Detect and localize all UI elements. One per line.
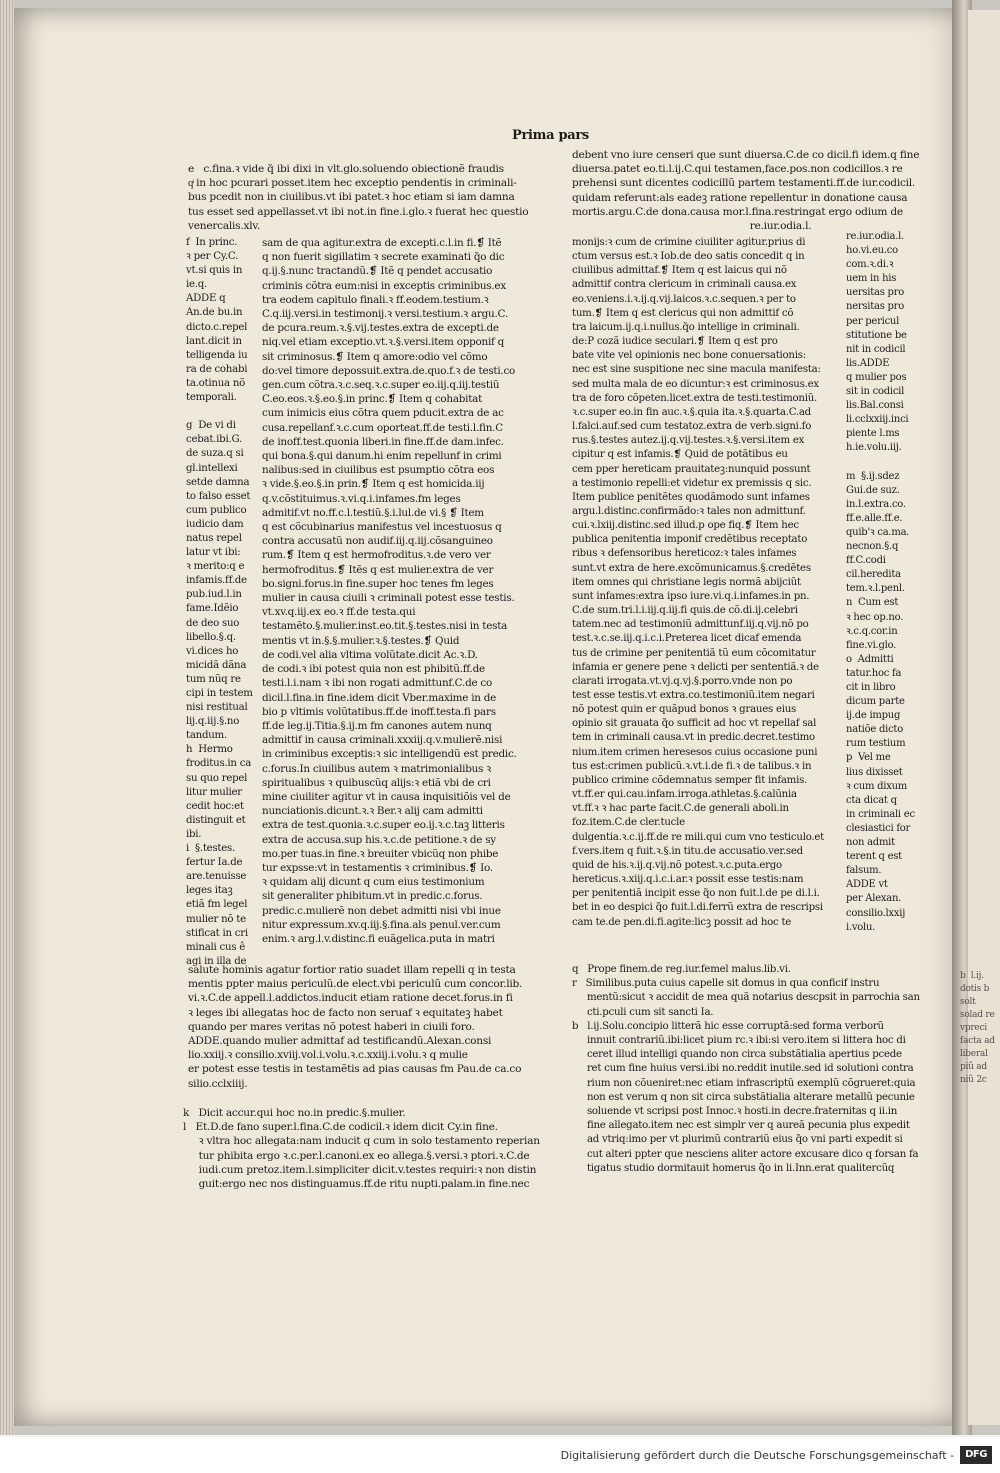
right-margin-notes: re.iur.odia.l. ho.vi.eu.co com.ꝛ.di.ꝛ uem in his uersitas pro nersitas pro per pericul stitutione be nit in codicil lis.ADDE q mulier pos sit in codicil lis.Bal.consi li.cclxxiij.inci piente l.ms h.ie.volu.iij. m §.ij.sdez Gui.de suz. in.l.extra.co. ff.e.alle.ff.e. quib'ꝛ ca.ma. necnon.§.q ff.C.codi cil.heredita tem.ꝛ.l.penl. n Cum est ꝛ hec op.no. ꝛ.c.q.cor.in fine.vi.glo. o Admitti tatur.hoc fa cit in libro dicum parte ij.de impug natiõe dicto rum testium p Vel me lius dixisset ꝛ cum dixum cta dicat q in criminali ec clesiastici for non admit terent q est falsum. ADDE vt per Alexan. consilio.lxxij i.volu. xyxy=(846,231,915,933)
left-full-block: salute hominis agatur fortior ratio suadet illam repelli q in testa mentis ppter maius periculũ.de elect.vbi periculũ cum concor.lib. vi.ꝛ.C.de appell.l.addictos.inducit etiam ratione decet.forus.in fi ꝛ leges ibi allegatas hoc de facto non seruaf ꝛ equitateꝫ habet quando per mares veritas nõ potest haberi in ciuili foro. ADDE.quando mulier admittaf ad testificandũ.Alexan.consi lio.xxiij.ꝛ consilio.xviij.vol.i.volu.ꝛ.c.xxiij.i.volu.ꝛ q mulie er potest esse testis in testamẽtis ad pias causas fm Pau.de ca.co silio.cclxiiij. xyxy=(188,964,523,1090)
page-edges xyxy=(0,0,14,1435)
running-head: Prima pars xyxy=(512,128,589,143)
right-footnotes: q Prope finem.de reg.iur.femel malus.lib.vi. r Similibus.puta cuius capelle sit domus in qua conficif instru mentũ:sicut ꝛ accidit de mea quã notarius descpsit in parrochia san cti.pculi cum sit sancti Ia. b l.ij.Solu.concipio litterã hic esse corruptã:sed forma verborũ innuit contrariũ.ibi:licet pium rc.ꝛ ibi:si vero.item si littera hoc di ceret illud intelligi quando non circa substãtialia apertius pcede ret cum fine huius versi.ibi no.reddit inutile.sed id solutioni contra rium non cõueniret:nec etiam infrascriptũ exemplũ cõgrueret:quia non est verum q non sit circa substãtialia alterare metallũ pecunie soluende vt scripsi post Innoc.ꝛ hosti.in decre.fraternitas q ii.in fine allegato.item nec est simplr ver q aureã pecunia plus expedit ad vtriq:imo per vt plurimũ contrariũ eius q̃o vni parti expedit si cut alteri ppter que nesciens aliter actore excusare dico q forsan fa tigatus studio dormitauit homerus q̃o in li.Inn.erat qualitercũq xyxy=(572,964,920,1174)
top-left-block: e c.fina.ꝛ vide q̃ ibi dixi in vlt.glo.soluendo obiectionẽ fraudis qͥ in hoc pcurari posset.item hec exceptio pendentis in criminali- bus pcedit non in ciuilibus.vt ibi patet.ꝛ hoc etiam si iam damna tus esset sed appellasset.vt ibi not.in fine.i.glo.ꝛ fuerat hec questio venercalis.xlv. xyxy=(188,163,529,232)
left-footnotes: k Dicit accur.qui hoc no.in predic.§.mulier. l Et.D.de fano super.l.fina.C.de codicil.ꝛ idem dicit Cy.in fine. ꝛ vltra hoc allegata:nam inducit q cum in solo testamento reperian tur phibita ergo ꝛ.c.per.l.canoni.ex eo allega.§.versi.ꝛ ptori.ꝛ.C.de iudi.cum pretoz.item.l.simpliciter dicit.v.testes requiri:ꝛ non distin guit:ergo nec nos distinguamus.ff.de ritu nupti.palam.in fine.nec xyxy=(183,1107,540,1191)
footer-credit: Digitalisierung gefördert durch die Deutsche Forschungsgemeinschaft - xyxy=(560,1449,954,1462)
far-right-fragments: b l.ij. dotis b solt solad re vpreci facta ad liberal piũ ad niũ 2c xyxy=(960,971,995,1085)
right-main-column: monijs:ꝛ cum de crimine ciuiliter agitur.prius di ctum versus est.ꝛ Iob.de deo satis concedit q in ciuilibus admittaf.❡ Item q est laicus qui nõ admittif contra clericum in criminali causa.ex eo.veniens.i.ꝛ.ij.q.vij.laicos.ꝛ.c.sequen.ꝛ per to tum.❡ Item q est clericus qui non admittif cõ tra laicum.ij.q.i.nullus.q̃o intellige in criminali. de:P cozã iudice seculari.❡ Item q est pro bate vite vel opinionis nec bone conuersationis: nec est sine suspitione nec sine macula manifesta: sed multa mala de eo dicuntur:ꝛ est criminosus.ex tra de foro cõpeten.licet.extra de testi.testimoniũ. ꝛ.c.super eo.in fin auc.ꝛ.§.quia ita.ꝛ.§.quarta.C.ad l.falci.auf.sed cum testatoz.extra de verb.signi.fo rus.§.testes autez.ij.q.vij.testes.ꝛ.§.versi.item ex cipitur q est infamis.❡ Quid de potãtibus eu cem pper hereticam prauitateꝫ:nunquid possunt a testimonio repelli:et videtur ex premissis q sic. Item publice penitẽtes quodãmodo sunt infames argu.l.distinc.confirmãdo:ꝛ tales non admittunf. cui.ꝛ.lxiij.distinc.sed illud.p ope fiq.❡ Item hec publica penitentia imponif credẽtibus receptato ribus ꝛ defensoribus hereticoz:ꝛ tales infames sunt.vt extra de here.excõmunicamus.§.credẽtes item omnes qui christiane legis normã abijciũt sunt infames:extra ipso iure.vi.q.i.infames.in pn. C.de sum.tri.l.i.iij.q.iij.fi quis.de cõ.di.ij.celebri tatem.nec ad testimoniũ admittunf.iij.q.vij.nõ po test.ꝛ.c.se.iij.q.i.c.i.Preterea licet dicaf emenda tus de crimine per penitentiã tũ eum cõcomitatur infamia er genere pene ꝛ delicti per sententiã.ꝛ de clarati irrogata.vt.vj.q.vj.§.porro.vnde non po test esse testis.vt extra.co.testimoniũ.item negari nõ potest quin er quãpud bonos ꝛ graues eius opinio sit grauata q̃o sufficit ad hoc vt repellaf sal tem in criminali causa.vt in predic.decret.testimo nium.item crimen heresesos cuius occasione puni tus est:crimen publicũ.ꝛ.vt.i.de fi.ꝛ de talibus.ꝛ in publico crimine cõdemnatus semper fit infamis. vt.ff.er qui.cau.infam.irroga.athletas.§.calũnia vt.ff.ꝛ ꝛ hac parte facit.C.de generali aboli.in foz.item.C.de cler.tucle dulgentia.ꝛ.c.ij.ff.de re mili.qui cum vno testiculo.et f.vers.item q fuit.ꝛ.§.in titu.de accusatio.ver.sed quid de his.ꝛ.ij.q.vij.nõ potest.ꝛ.c.puta.ergo hereticus.ꝛ.xiij.q.i.c.i.ar.ꝛ possit esse testis:nam per penitentiã incipit esse q̃o non fuit.l.de pe di.l.i. bet in eo despici q̃o fuit.l.di.ferrũ extra de rescripsi cam te.de pen.di.fi.agite:licꝫ possit ad hoc te xyxy=(572,237,825,928)
next-page-edge xyxy=(968,10,1000,1425)
dfg-logo: DFG xyxy=(960,1446,992,1464)
footer-bar xyxy=(0,1437,1000,1473)
left-margin-notes: f In princ. ꝛ per Cy.C. vt.si quis in ie.q. ADDE q An.de bu.in dicto.c.repel lant.dicit in telligenda iu ra de cohabi ta.otinua nõ temporali. g De vi di cebat.ibi.G. de suza.q si gl.intellexi setde damna to falso esset cum publico iudicio dam natus repel latur vt ibi: ꝛ merito:q e infamis.ff.de pub.iud.l.in fame.Idẽio de deo suo libello.§.q. vi.dices ho micidã dãna tum nũq re cipi in testem nisi restitual lij.q.iij.§.no tandum. h Hermo froditus.in ca su quo repel litur mulier cedit hoc:et distinguit et ibi. i §.testes. fertur Ia.de are.tenuisse leges itaꝫ etiã fm legel mulier nõ te stificat in cri minali cus ê agi in illa de xyxy=(186,237,253,967)
left-main-column: sam de qua agitur.extra de excepti.c.l.in fi.❡ Itẽ q non fuerit sigillatim ꝛ secrete examinati q̃o dic q.ij.§.nunc tractandũ.❡ Itẽ q pendet accusatio criminis cõtra eum:nisi in exceptis criminibus.ex tra eodem capitulo finali.ꝛ ff.eodem.testium.ꝛ C.q.iij.versi.in testimonij.ꝛ versi.testium.ꝛ argu.C. de pcura.reum.ꝛ.§.vij.testes.extra de excepti.de niq.vel etiam exceptio.vt.ꝛ.§.versi.item opponif q sit criminosus.❡ Item q amore:odio vel cõmo do:vel timore depossuit.extra.de.quo.f.ꝛ de testi.co gen.cum cõtra.ꝛ.c.seq.ꝛ.c.super eo.iij.q.iij.testiũ C.eo.eos.ꝛ.§.eo.§.in princ.❡ Item q cohabitat cum inimicis eius cõtra quem pducit.extra de ac cusa.repellanf.ꝛ.c.cum oporteat.ff.de testi.l.fin.C de inoff.test.quonia liberi.in fine.ff.de dam.infec. qui bona.§.qui danum.hi enim repellunf in crimi nalibus:sed in ciuilibus est psumptio cõtra eos ꝛ vide.§.eo.§.in prin.❡ Item q est homicida.iij q.v.cõstituimus.ꝛ.vi.q.i.infames.fm leges admitif.vt no.ff.c.l.testiũ.§.i.lul.de vi.§ ❡ Item q est cõcubinarius manifestus vel incestuosus q contra accusatũ non audif.iij.q.iij.cõsanguineo rum.❡ Item q est hermofroditus.ꝛ.de vero ver hermofroditus.❡ Itẽs q est mulier.extra de ver bo.signi.forus.in fine.super hoc tenes fm leges mulier in causa ciuili ꝛ criminali potest esse testis. vt.xv.q.iij.ex eo.ꝛ ff.de testa.qui testamẽto.§.mulier.inst.eo.tit.§.testes.nisi in testa mentis vt in.§.§.mulier.ꝛ.§.testes.❡ Quid de codi.vel alia vltima volũtate.dicit Ac.ꝛ.D. de codi.ꝛ ibi potest quia non est phibitũ.ff.de testi.l.i.nam ꝛ ibi non rogati admittunf.C.de co dicil.l.fina.in fine.idem dicit Vber.maxime in de bio p vltimis volũtatibus.ff.de inoff.testa.fi pars ff.de leg.ij.Titia.§.ij.m fm canones autem nunq admittif in causa criminali.xxxiij.q.v.mulierẽ.nisi in criminibus exceptis:ꝛ sic intelligendũ est predic. c.forus.In ciuilibus autem ꝛ matrimonialibus ꝛ spiritualibus ꝛ quibuscũq alijs:ꝛ etiã vbi de cri mine ciuiliter agitur vt in causa inquisitiõis vel de nunciationis.dicunt.ꝛ.ꝛ Ber.ꝛ alij cam admitti extra de test.quonia.ꝛ.c.super eo.ij.ꝛ.c.taꝫ litteris extra de accusa.sup his.ꝛ.c.de petitione.ꝛ de sy mo.per tuas.in fine.ꝛ breuiter vbicũq non phibe tur expsse:vt in testamentis ꝛ criminibus.❡ Io. ꝛ quidam alij dicunt q cum eius testimonium sit generaliter phibitum.vt in predic.c.forus. predic.c.mulierẽ non debet admitti nisi vbi inue nitur expressum.xv.q.iij.§.fina.als penul.ver.cum enim.ꝛ arg.l.v.distinc.fi euãgelica.puta in matri xyxy=(262,237,517,945)
right-column-top: debent vno iure censeri que sunt diuersa.C.de co dicil.fi idem.q fine diuersa.patet eo.ti.l.ij.C.qui testamen,face.pos.non codicillos.ꝛ re prehensi sunt dicentes codicillũ partem testamenti.ff.de iur.codicil. quidam referunt:als eadeꝫ ratione repellentur in donatione causa mortis.argu.C.de dona.causa mor.l.fina.restringat ergo odium de re.iur.odia.l. xyxy=(572,149,920,233)
